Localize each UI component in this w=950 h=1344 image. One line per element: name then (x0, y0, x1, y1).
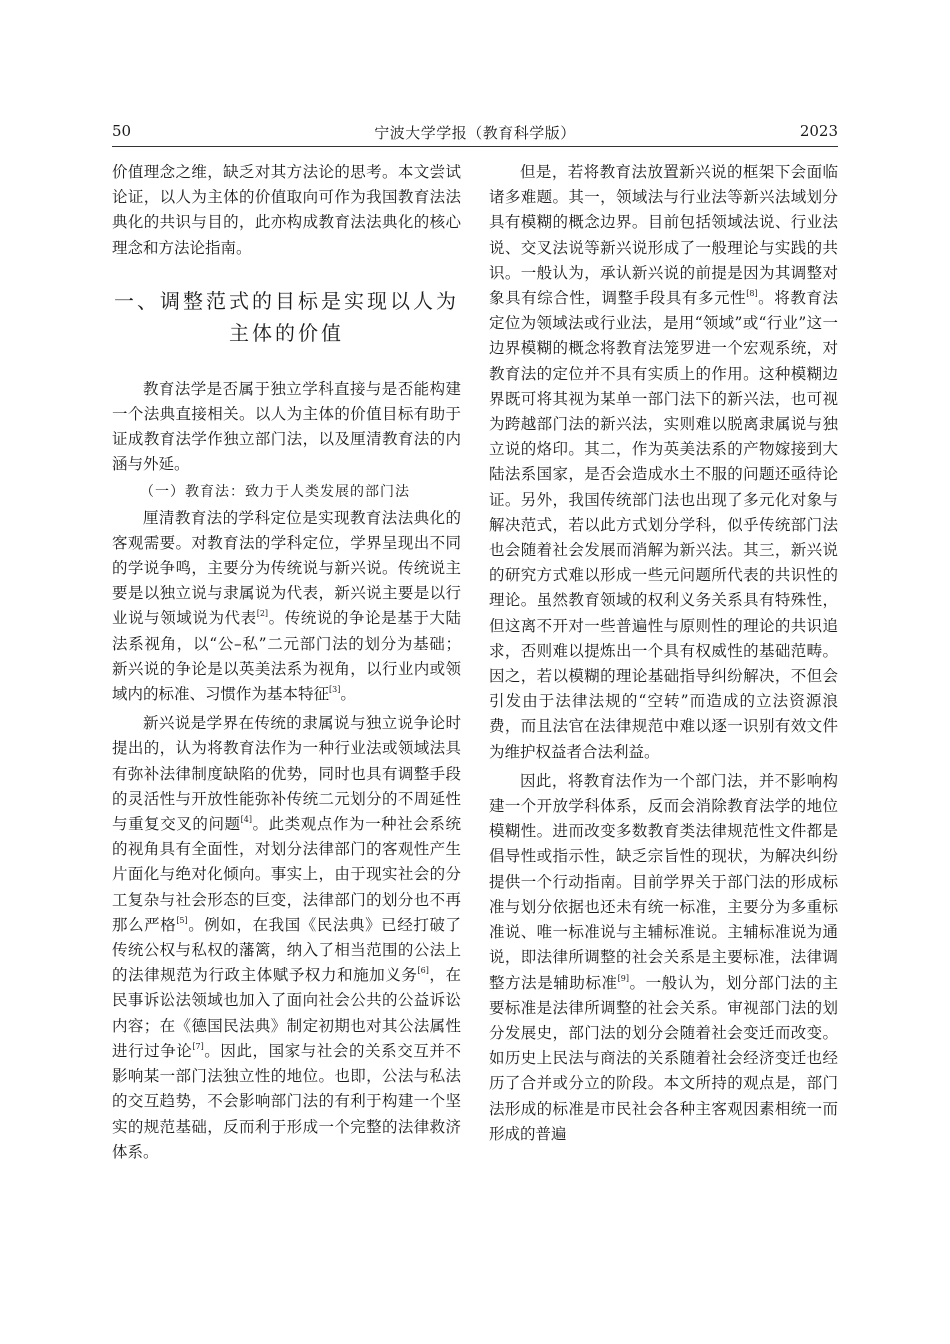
left-column (112, 160, 461, 1165)
citation-ref: [5] (176, 915, 188, 925)
paragraph-text: ，在民事诉讼法领域也加入了面向社会公共的公益诉讼内容；在《德国民法典》制定初期也对其公法属性进行过争论 (112, 966, 461, 1060)
citation-ref: [9] (617, 973, 629, 983)
subsection-title: （一）教育法：致力于人类发展的部门法 (140, 483, 410, 500)
paragraph: 教育法学是否属于独立学科直接与是否能构建一个法典直接相关。以人为主体的价值目标有助于证成教育法学作独立部门法，以及厘清教育法的内涵与外延。 (112, 379, 461, 474)
running-header (112, 122, 838, 144)
paragraph (489, 160, 838, 765)
section-title-line1: 一、调整范式的目标是实现以人为 (114, 288, 459, 313)
citation-ref: [8] (746, 289, 758, 299)
journal-title: 宁波大学学报（教育科学版） (374, 124, 576, 142)
citation-ref: [4] (240, 815, 252, 825)
paragraph-text: 。将教育法定位为领域法或行业法，是用“领域”或“行业”这一边界模糊的概念将教育法笼罗进一个宏观系统，对教育法的定位并不具有实质上的作用。这种模糊边界既可将其视为某单一部门法下的新兴法，也可视为跨越部门法的新兴法，实则难以脱离隶属说与独立说的烙印。其二，作为英美法系的产物嫁接到大陆法系国家，是否会造成水土不服的问题还亟待论证。另外，我国传统部门法也出现了多元化对象与解决范式，若以此方式划分学科，似乎传统部门法也会随着社会发展而消解为新兴法。其三，新兴说的研究方式难以形成一些元问题所代表的共识性的理论。虽然教育领域的权利义务关系具有特殊性，但这离不开对一些普遍性与原则性的理论的共识追求，否则难以提炼出一个具有权威性的基础范畴。因之，若以模糊的理论基础指导纠纷解决，不但会引发由于法律法规的“空转”而造成的立法资源浪费，而且法官在法律规范中难以逐一识别有效文件为维护权益者合法利益。 (489, 289, 838, 761)
section-title-line2: 主体的价值 (229, 320, 344, 345)
paragraph-text: 但是，若将教育法放置新兴说的框架下会面临诸多难题。其一，领域法与行业法等新兴法域划分具有模糊的概念边界。目前包括领域法说、行业法说、交叉法说等新兴说形成了一般理论与实践的共识。一般认为，承认新兴说的前提是因为其调整对象具有综合性，调整手段具有多元性 (489, 163, 838, 308)
paragraph-text: 厘清教育法的学科定位是实现教育法法典化的客观需要。对教育法的学科定位，学界呈现出不同的学说争鸣，主要分为传统说与新兴说。传统说主要是以独立说与隶属说为代表，新兴说主要是以行业说与领域说为代表 (112, 508, 461, 628)
paragraph-text: 新兴说是学界在传统的隶属说与独立说争论时提出的，认为将教育法作为一种行业法或领域法具有弥补法律制度缺陷的优势，同时也具有调整手段的灵活性与开放性能弥补传统二元划分的不周延性与重复交叉的问题 (112, 714, 461, 834)
header-rule (112, 146, 838, 147)
paragraph-text: 因此，将教育法作为一个部门法，并不影响构建一个开放学科体系，反而会消除教育法学的地位模糊性。进而改变多数教育类法律规范性文件都是倡导性或指示性，缺乏宗旨性的现状，为解决纠纷提供一个行动指南。目前学界关于部门法的形成标准与划分依据也还未有统一标准，主要分为多重标准说、唯一标准说与主辅标准说。主辅标准说为通说，即法律所调整的社会关系是主要标准，法律调整方法是辅助标准 (489, 771, 838, 992)
citation-ref: [2] (256, 609, 269, 619)
citation-ref: [7] (192, 1041, 204, 1051)
citation-ref: [3] (329, 685, 341, 695)
section-title (112, 285, 461, 349)
citation-ref: [6] (417, 966, 429, 976)
paragraph (112, 506, 461, 708)
paragraph (489, 769, 838, 1147)
paragraph-text: 。因此，国家与社会的关系交互并不影响某一部门法独立性的地位。也即，公法与私法的交互趋势，不会影响部门法的有利于构建一个坚实的规范基础，反而利于形成一个完整的法律救济体系。 (112, 1041, 461, 1161)
paragraph (112, 711, 461, 1165)
intro-paragraph: 价值理念之维，缺乏对其方法论的思考。本文尝试论证，以人为主体的价值取向可作为我国教育法法典化的共识与目的，此亦构成教育法法典化的核心理念和方法论指南。 (112, 163, 461, 257)
page-number: 50 (112, 122, 132, 140)
paragraph-text: 。例如，在我国《民法典》已经打破了传统公权与私权的藩篱，纳入了相当范围的公法上的法律规范为行政主体赋予权力和施加义务 (112, 915, 461, 985)
publication-year: 2023 (799, 122, 838, 140)
right-column (489, 160, 838, 1147)
paragraph-text: 。传统说的争论是基于大陆法系视角，以“公–私”二元部门法的划分为基础；新兴说的争论是以英美法系为视角，以行业内或领域内的标准、习惯作为基本特征 (112, 609, 461, 704)
paragraph-text: 。 (340, 685, 356, 704)
paragraph-text: 。一般认为，划分部门法的主要标准是法律所调整的社会关系。审视部门法的划分发展史，部门法的划分会随着社会变迁而改变。如历史上民法与商法的关系随着社会经济变迁也经历了合并或分立的阶段。本文所持的观点是，部门法形成的标准是市民社会各种主客观因素相统一而形成的普遍 (489, 973, 838, 1143)
paragraph-text: 。此类观点作为一种社会系统的视角具有全面性，对划分法律部门的客观性产生片面化与绝对化倾向。事实上，由于现实社会的分工复杂与社会形态的巨变，法律部门的划分也不再那么严格 (112, 815, 461, 934)
